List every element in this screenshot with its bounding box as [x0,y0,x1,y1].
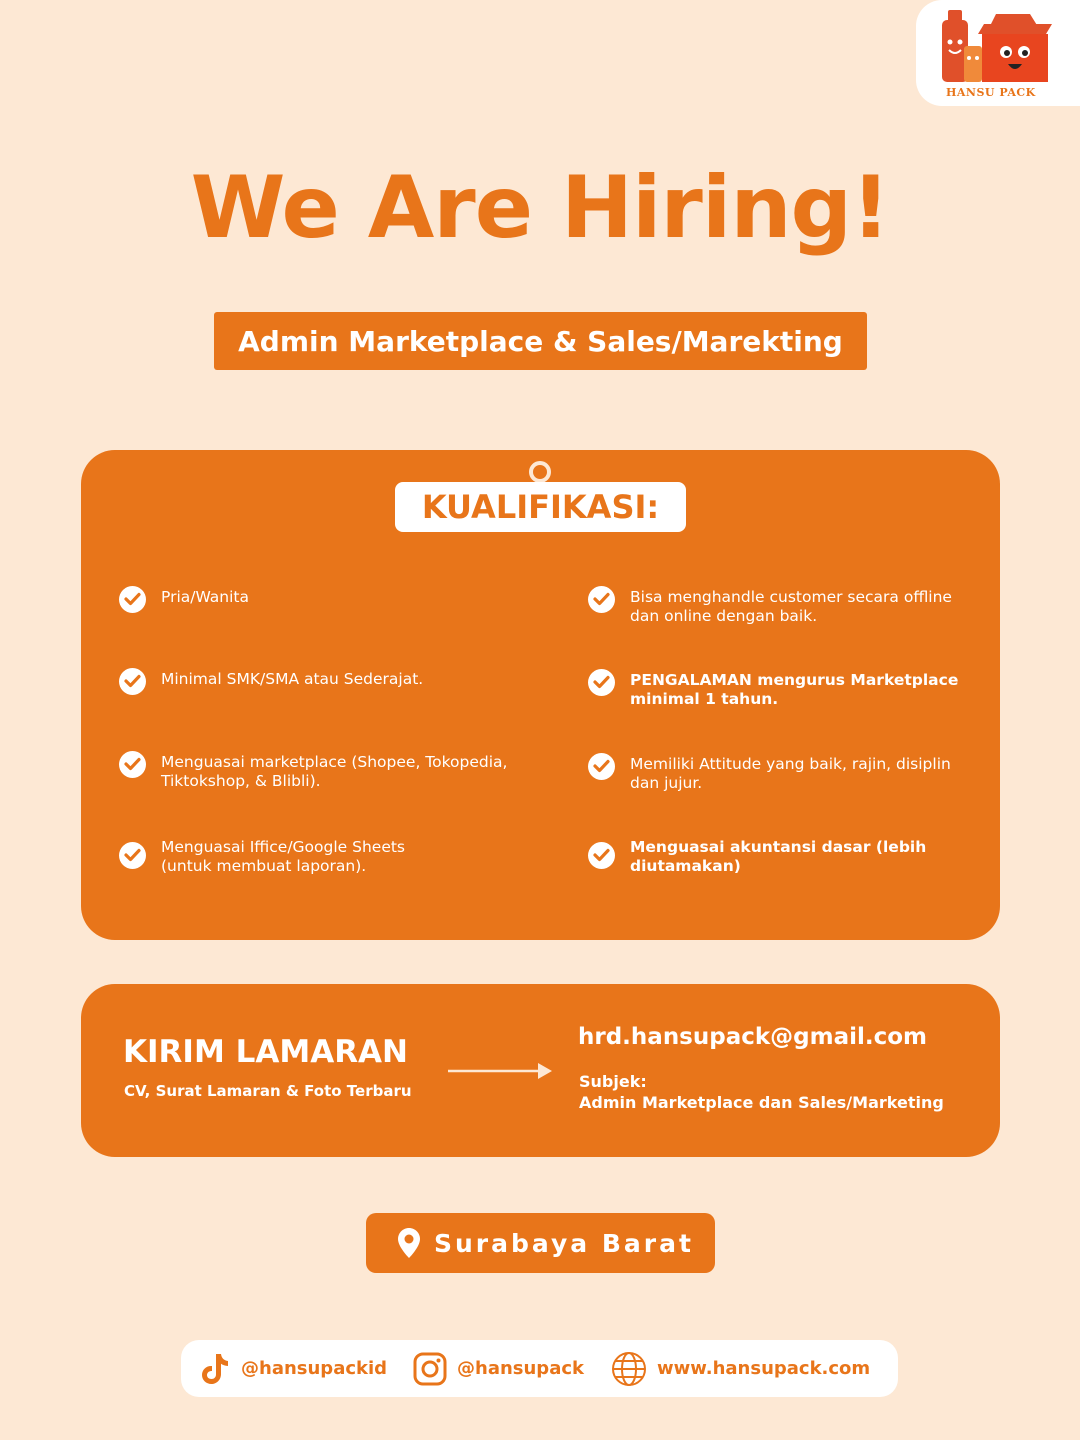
location-pin-icon [398,1228,420,1258]
brand-name: HANSU PACK [946,86,1036,99]
website-url: www.hansupack.com [657,1358,871,1379]
check-icon [119,751,146,778]
apply-subject: Admin Marketplace dan Sales/Marketing [579,1093,944,1112]
qualifications-title: KUALIFIKASI: [395,482,686,532]
apply-subtitle: CV, Surat Lamaran & Foto Terbaru [124,1082,412,1100]
social-instagram[interactable] [413,1340,584,1397]
social-website[interactable] [611,1340,870,1397]
check-icon [119,668,146,695]
check-icon [119,842,146,869]
qualification-item: Menguasai akuntansi dasar (lebih diutamakan) [588,838,973,876]
pin-decoration [529,461,551,483]
apply-subject-label: Subjek: [579,1072,647,1091]
instagram-handle: @hansupack [457,1358,584,1379]
check-icon [588,586,615,613]
globe-icon [611,1351,647,1387]
social-bar [181,1340,898,1397]
check-icon [588,842,615,869]
qualification-item: Pria/Wanita [119,588,539,613]
position-banner: Admin Marketplace & Sales/Marekting [214,312,867,370]
qualification-item: Menguasai marketplace (Shopee, Tokopedia, Tiktokshop, & Blibli). [119,753,539,791]
check-icon [588,753,615,780]
tiktok-icon [199,1352,231,1386]
check-icon [119,586,146,613]
arrow-icon [448,1061,554,1081]
location-badge [366,1213,715,1273]
check-icon [588,669,615,696]
qualification-item: Menguasai Iffice/Google Sheets (untuk membuat laporan). [119,838,439,876]
location-text: Surabaya Barat [434,1228,694,1258]
page-title: We Are Hiring! [190,158,890,258]
qualification-item: PENGALAMAN mengurus Marketplace minimal 1 tahun. [588,671,973,709]
qualification-item: Bisa menghandle customer secara offline dan online dengan baik. [588,588,973,626]
tiktok-handle: @hansupackid [241,1358,388,1379]
brand-logo [916,0,1080,106]
qualification-item: Memiliki Attitude yang baik, rajin, disiplin dan jujur. [588,755,973,793]
apply-email-link[interactable]: hrd.hansupack@gmail.com [578,1024,928,1050]
apply-title: KIRIM LAMARAN [123,1034,408,1070]
social-tiktok[interactable] [199,1340,387,1397]
instagram-icon [413,1352,447,1386]
qualification-item: Minimal SMK/SMA atau Sederajat. [119,670,539,695]
logo-icon [938,6,1058,86]
